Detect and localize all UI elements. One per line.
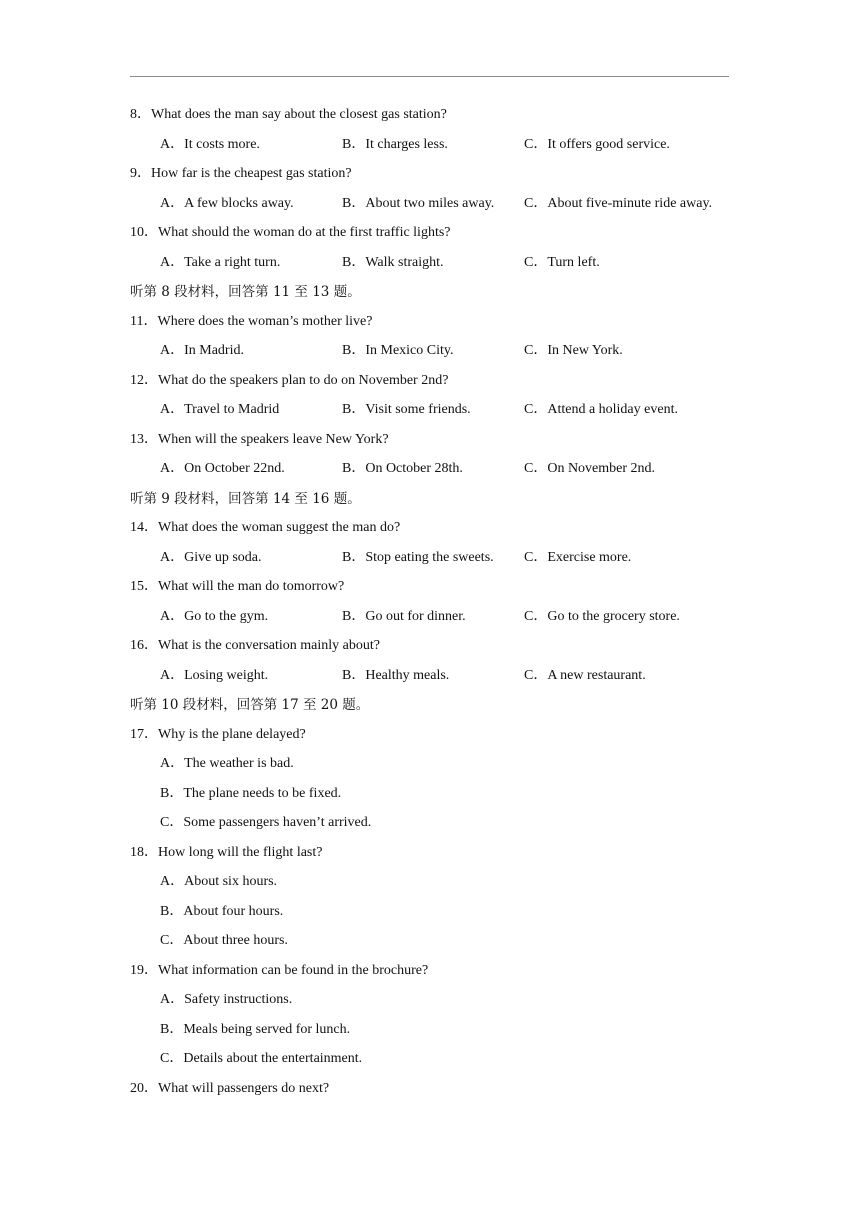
answer-option-a: A．Go to the gym. <box>160 608 269 624</box>
exam-content <box>130 103 740 1106</box>
question-text: 18．How long will the flight last? <box>130 844 323 860</box>
answer-option-b: B．On October 28th. <box>342 461 463 476</box>
answer-option-c: C．Go to the grocery store. <box>524 608 680 624</box>
section-heading: 听第 8 段材料，回答第 11 至 13 题。 <box>130 284 361 300</box>
answer-option-c: C．In New York. <box>524 343 623 358</box>
answer-option-b: B．In Mexico City. <box>342 343 454 358</box>
answer-option-b: B．Stop eating the sweets. <box>342 549 494 565</box>
answer-option: B．About four hours. <box>160 903 284 919</box>
answer-options-row <box>130 546 740 576</box>
answer-option-b: B．Go out for dinner. <box>342 608 466 624</box>
section-heading: 听第 10 段材料，回答第 17 至 20 题。 <box>130 697 370 713</box>
answer-option-a: A．On October 22nd. <box>160 461 285 476</box>
answer-option-b: B．It charges less. <box>342 136 448 152</box>
answer-option-c: C．Exercise more. <box>524 549 632 565</box>
answer-option: C．Some passengers haven’t arrived. <box>160 815 372 830</box>
question-text: 13．When will the speakers leave New York? <box>130 431 389 447</box>
question-text: 15．What will the man do tomorrow? <box>130 579 345 594</box>
answer-options-row <box>130 192 740 222</box>
answer-option-a: A．Take a right turn. <box>160 254 281 270</box>
answer-option-b: B．Visit some friends. <box>342 402 471 417</box>
answer-options-row <box>130 133 740 163</box>
answer-option-a: A．In Madrid. <box>160 343 244 358</box>
answer-option-a: A．A few blocks away. <box>160 195 294 211</box>
section-heading: 听第 9 段材料，回答第 14 至 16 题。 <box>130 490 361 507</box>
answer-option: A．About six hours. <box>160 874 278 889</box>
answer-option-a: A．It costs more. <box>160 136 260 152</box>
answer-option-b: B．About two miles away. <box>342 195 495 211</box>
question-text: 11．Where does the woman’s mother live? <box>130 313 373 329</box>
question-text: 16．What is the conversation mainly about? <box>130 638 380 653</box>
answer-options-row <box>130 664 740 694</box>
question-text: 17．Why is the plane delayed? <box>130 726 306 742</box>
question-text: 8．What does the man say about the closest gas station? <box>130 107 447 122</box>
answer-option-b: B．Healthy meals. <box>342 667 450 683</box>
answer-option-c: C．About five-minute ride away. <box>524 195 713 211</box>
answer-option-a: A．Travel to Madrid <box>160 402 280 417</box>
answer-options-row <box>130 251 740 281</box>
answer-option: C．Details about the entertainment. <box>160 1051 363 1066</box>
answer-option: A．Safety instructions. <box>160 992 293 1007</box>
question-text: 14．What does the woman suggest the man do? <box>130 520 401 535</box>
question-text: 9．How far is the cheapest gas station? <box>130 166 352 181</box>
answer-option: B．Meals being served for lunch. <box>160 1021 351 1037</box>
header-rule <box>130 76 729 77</box>
answer-option-c: C．On November 2nd. <box>524 461 656 476</box>
answer-options-row <box>130 605 740 635</box>
question-text: 12．What do the speakers plan to do on November 2nd? <box>130 372 449 388</box>
answer-option-b: B．Walk straight. <box>342 254 444 270</box>
answer-option: A．The weather is bad. <box>160 756 294 771</box>
answer-option-c: C．A new restaurant. <box>524 667 646 683</box>
answer-option-c: C．Attend a holiday event. <box>524 402 678 417</box>
question-text: 10．What should the woman do at the first traffic lights? <box>130 225 451 240</box>
answer-option: C．About three hours. <box>160 933 288 948</box>
answer-options-row <box>130 398 740 428</box>
answer-options-row <box>130 339 740 369</box>
answer-option-c: C．Turn left. <box>524 254 600 270</box>
answer-option: B．The plane needs to be fixed. <box>160 785 342 801</box>
answer-option-c: C．It offers good service. <box>524 136 670 152</box>
answer-options-row <box>130 457 740 487</box>
answer-option-a: A．Losing weight. <box>160 667 269 683</box>
question-text: 20．What will passengers do next? <box>130 1080 330 1096</box>
question-text: 19．What information can be found in the brochure? <box>130 962 429 978</box>
answer-option-a: A．Give up soda. <box>160 549 262 565</box>
